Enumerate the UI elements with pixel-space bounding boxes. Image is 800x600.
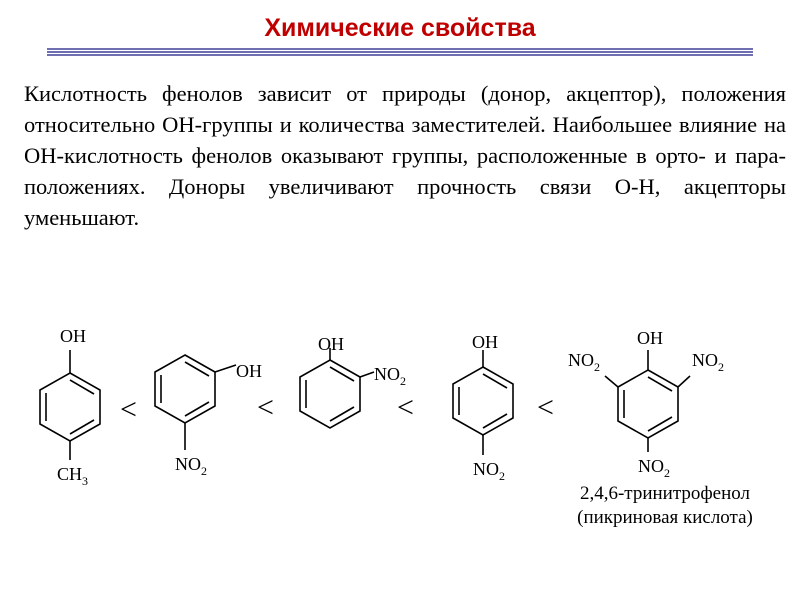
title-divider-line bbox=[47, 48, 753, 50]
no2-group-label: $NO_2$ bbox=[473, 459, 505, 483]
oh-group-label: OH bbox=[637, 328, 663, 348]
no2-group-label: $NO_2$ bbox=[568, 350, 600, 374]
oh-group-label: OH bbox=[472, 332, 498, 352]
p-nitrophenol-molecule bbox=[453, 350, 513, 455]
less-than-sign: < bbox=[257, 391, 274, 424]
no2-group-label: $NO_2$ bbox=[175, 454, 207, 478]
less-than-sign: < bbox=[397, 391, 414, 424]
p-cresol-molecule bbox=[40, 350, 100, 460]
body-paragraph: Кислотность фенолов зависит от природы (донор, акцептор), положения относительно ОН-группы и количества заместителей. Наибольшее влияние на ОН-кислотность фенолов оказывают группы, расположенные в орто- и пара-положениях. Доноры увеличивают прочность связи О-Н, акцепторы уменьшают. bbox=[24, 81, 786, 230]
no2-group-label: $NO_2$ bbox=[638, 456, 670, 480]
m-nitrophenol-molecule bbox=[155, 355, 236, 450]
picric-acid-common-name: (пикриновая кислота) bbox=[577, 507, 753, 528]
page-title: Химические свойства bbox=[264, 14, 536, 42]
picric-acid-molecule bbox=[605, 350, 690, 452]
title-divider-line bbox=[47, 51, 753, 53]
picric-acid-iupac-name: 2,4,6-тринитрофенол bbox=[579, 483, 751, 504]
oh-group-label: OH bbox=[60, 326, 86, 346]
no2-group-label: $NO_2$ bbox=[374, 364, 406, 388]
oh-group-label: OH bbox=[236, 361, 262, 381]
ch3-group-label: $CH_3$ bbox=[57, 464, 89, 485]
o-nitrophenol-molecule bbox=[300, 348, 374, 428]
less-than-sign: < bbox=[537, 391, 554, 424]
less-than-sign: < bbox=[120, 393, 137, 426]
oh-group-label: OH bbox=[318, 334, 344, 354]
no2-group-label: $NO_2$ bbox=[692, 350, 724, 374]
title-divider-line bbox=[47, 54, 753, 56]
acidity-scheme bbox=[0, 315, 800, 485]
